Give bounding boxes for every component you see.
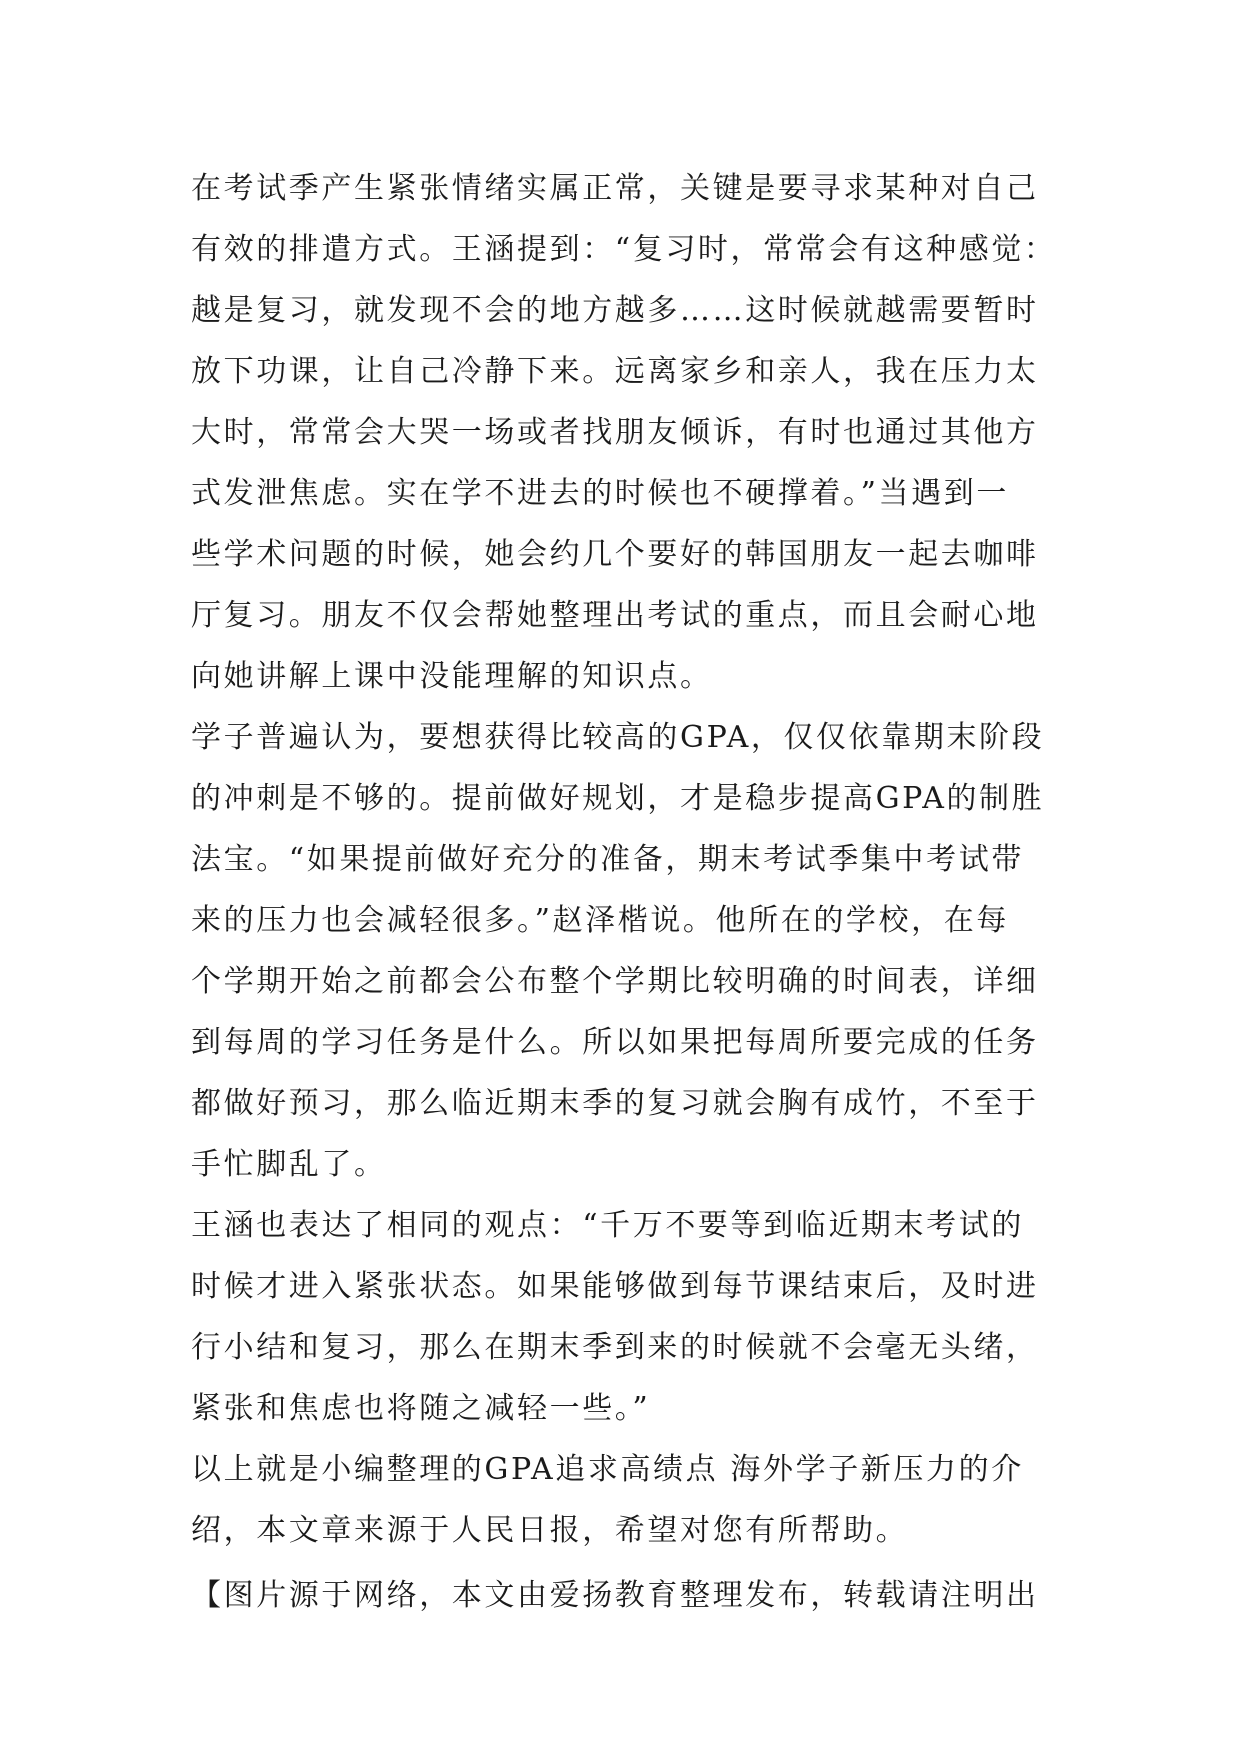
text-line: 向她讲解上课中没能理解的知识点。: [191, 659, 713, 694]
text-line: 以上就是小编整理的GPA追求高绩点 海外学子新压力的介: [191, 1452, 1024, 1487]
text-line: 的冲刺是不够的。提前做好规划，才是稳步提高GPA的制胜: [191, 781, 1045, 816]
text-line: 手忙脚乱了。: [191, 1147, 387, 1182]
text-line: 法宝。“如果提前做好充分的准备，期末考试季集中考试带: [191, 842, 1024, 877]
text-line: 绍，本文章来源于人民日报，希望对您有所帮助。: [191, 1513, 909, 1548]
text-line: 行小结和复习，那么在期末季到来的时候就不会毫无头绪，: [191, 1330, 1039, 1365]
text-line: 来的压力也会减轻很多。”赵泽楷说。他所在的学校，在每: [191, 903, 1009, 938]
text-line: 厅复习。朋友不仅会帮她整理出考试的重点，而且会耐心地: [191, 598, 1039, 633]
text-line: 时候才进入紧张状态。如果能够做到每节课结束后，及时进: [191, 1269, 1039, 1304]
text-line: 在考试季产生紧张情绪实属正常，关键是要寻求某种对自己: [191, 171, 1039, 206]
text-line: 越是复习，就发现不会的地方越多……这时候就越需要暂时: [191, 293, 1039, 328]
article-body: [191, 158, 1059, 1626]
text-line: 个学期开始之前都会公布整个学期比较明确的时间表，详细: [191, 964, 1039, 999]
text-line: 式发泄焦虑。实在学不进去的时候也不硬撑着。”当遇到一: [191, 476, 1009, 511]
text-line: 些学术问题的时候，她会约几个要好的韩国朋友一起去咖啡: [191, 537, 1039, 572]
text-line: 大时，常常会大哭一场或者找朋友倾诉，有时也通过其他方: [191, 415, 1039, 450]
text-line: 有效的排遣方式。王涵提到：“复习时，常常会有这种感觉：: [191, 232, 1057, 267]
text-line: 王涵也表达了相同的观点：“千万不要等到临近期末考试的: [191, 1208, 1024, 1243]
text-line: 都做好预习，那么临近期末季的复习就会胸有成竹，不至于: [191, 1086, 1039, 1121]
text-line: 放下功课，让自己冷静下来。远离家乡和亲人，我在压力太: [191, 354, 1039, 389]
text-line: 紧张和焦虑也将随之减轻一些。”: [191, 1391, 651, 1426]
text-line: 【图片源于网络，本文由爱扬教育整理发布，转载请注明出: [191, 1578, 1039, 1613]
text-line: 到每周的学习任务是什么。所以如果把每周所要完成的任务: [191, 1025, 1039, 1060]
text-line: 学子普遍认为，要想获得比较高的GPA，仅仅依靠期末阶段: [191, 720, 1045, 755]
